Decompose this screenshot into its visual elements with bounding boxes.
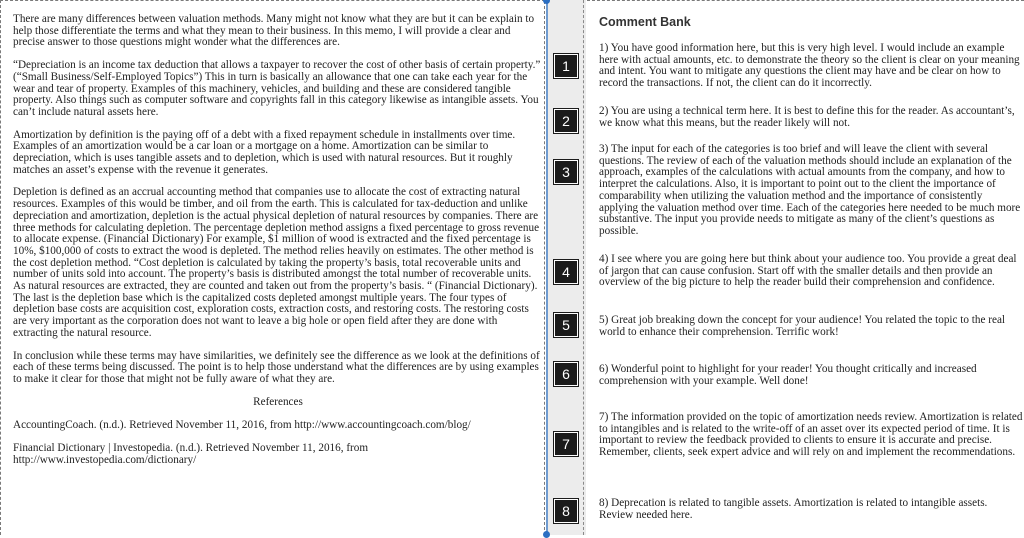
comment-marker-8[interactable]: 8 [555, 500, 577, 522]
comment-8: 8) Deprecation is related to tangible assets. Amortization is related to intangible assets. Review needed here. [599, 497, 988, 521]
resize-handle-top[interactable] [543, 0, 550, 4]
memo-paragraph-amortization: Amortization by definition is the paying off of a debt with a fixed repayment schedule in installments over time. Examples of an amortization would be a car loan or a mortgage on a home. Amortization can be similar to depreciation, which is uses tangible assets and to depletion, which is used with natural resources. But it roughly matches an asset’s expense with the revenue it generates. [13, 128, 516, 176]
memo-text [13, 14, 543, 478]
comment-6: 6) Wonderful point to highlight for your reader! You thought critically and increased comprehension with your example. Well done! [599, 363, 977, 387]
comment-3: 3) The input for each of the categories is too brief and will leave the client with several questions. The review of each of the valuation methods should include an explanation of the approach, examples of the calculations with actual amounts from the company, and how to interpret the calculations. Also, it is important to point out to the client the importance of comparability when utilizing the valuation method and the importance of consistently applying the valuation method over time. Each of the categories here needed to be much more substantive. The input you provide needs to mitigate as many of the client’s questions as possible. [599, 143, 1021, 237]
comment-7: 7) The information provided on the topic of amortization needs review. Amortization is related to intangibles and is related to the write-off of an asset over its expected period of time. It is important to review the feedback provided to clients to ensure it is accurate and precise. Remember, clients, seek expert advice and will rely on and implement the recommendations. [599, 411, 1023, 459]
memo-paragraph-depletion: Depletion is defined as an accrual accounting method that companies use to allocate the cost of extracting natural resources. Examples of this would be timber, and oil from the earth. This is calculated for tax-deduction and unlike depreciation and amortization, depletion is the actual physical depletion of natural resources by companies. There are three methods for calculating depletion. The percentage depletion method assigns a fixed percentage to gross revenue to allocate expense. (Financial Dictionary) For example, $1 million of wood is extracted and the fixed percentage is 10%, $100,000 of costs to extract the wood is depleted. The method relies heavily on estimates. The other method is the cost depletion method. “Cost depletion is calculated by taking the property’s basis, total recoverable units and number of units sold into account. The property’s basis is distributed amongst the total number of recoverable units. As natural resources are extracted, they are counted and taken out from the property’s basis. “ (Financial Dictionary). The last is the depletion base which is the capitalized costs depleted amongst multiple years. The four types of depletion base costs are acquisition cost, exploration costs, extraction costs, and restoring costs. The restoring costs are very important as the corporation does not want to leave a big hole or open field after they are done with extracting the natural resource. [13, 186, 540, 339]
comment-bank-title: Comment Bank [599, 15, 691, 29]
reference-item: Financial Dictionary | Investopedia. (n.d.). Retrieved November 11, 2016, from http://www.investopedia.com/dictionary/ [13, 442, 369, 466]
comment-2: 2) You are using a technical term here. It is best to define this for the reader. As accountant’s, we know what this means, but the reader likely will not. [599, 105, 1015, 129]
memo-paragraph-conclusion: In conclusion while these terms may have similarities, we definitely see the difference as we look at the definitions of each of these terms being discussed. The point is to help those understand what the differences are by using examples to make it clear for those that might not be fully aware of what they are. [13, 349, 540, 385]
comment-marker-6[interactable]: 6 [555, 363, 577, 385]
connector-line [546, 0, 548, 535]
comment-marker-1[interactable]: 1 [555, 55, 577, 77]
comment-marker-7[interactable]: 7 [555, 433, 577, 455]
comment-marker-4[interactable]: 4 [555, 261, 577, 283]
reference-item: AccountingCoach. (n.d.). Retrieved November 11, 2016, from http://www.accountingcoach.com/blog/ [13, 419, 471, 432]
comment-1: 1) You have good information here, but this is very high level. I would include an example here with actual amounts, etc. to demonstrate the theory so the client is clear on your meaning and intent. You want to mitigate any questions the client may have and be clear on how to record the transactions. If not, the client can do it incorrectly. [599, 42, 1020, 90]
memo-paragraph-intro: There are many differences between valuation methods. Many might not know what they are but it can be explain to help those differentiate the terms and what they mean to their business. In this memo, I will provide a clear and precise answer to those questions might wonder what the differences are. [13, 13, 535, 49]
memo-paragraph-depreciation: “Depreciation is an income tax deduction that allows a taxpayer to recover the cost of other basis of certain property.” (“Small Business/Self-Employed Topics”) This in turn is basically an allowance that one can take each year for the wear and tear of property. Examples of this machinery, vehicles, and building and these are considered tangible property. Also things such as computer software and copyrights fall in this category likewise as intangible assets. You can’t include natural assets here. [13, 59, 541, 118]
comment-4: 4) I see where you are going here but think about your audience too. You provide a great deal of jargon that can cause confusion. Start off with the smaller details and then provide an overview of the big picture to help the reader build their comprehension and confidence. [599, 253, 1017, 289]
comment-5: 5) Great job breaking down the concept for your audience! You related the topic to the real world to enhance their comprehension. Terrific work! [599, 314, 1006, 338]
comment-marker-2[interactable]: 2 [555, 110, 577, 132]
comment-marker-3[interactable]: 3 [555, 161, 577, 183]
references-heading: References [253, 395, 303, 408]
comment-bank-pane [587, 0, 1024, 536]
comment-marker-5[interactable]: 5 [555, 314, 577, 336]
